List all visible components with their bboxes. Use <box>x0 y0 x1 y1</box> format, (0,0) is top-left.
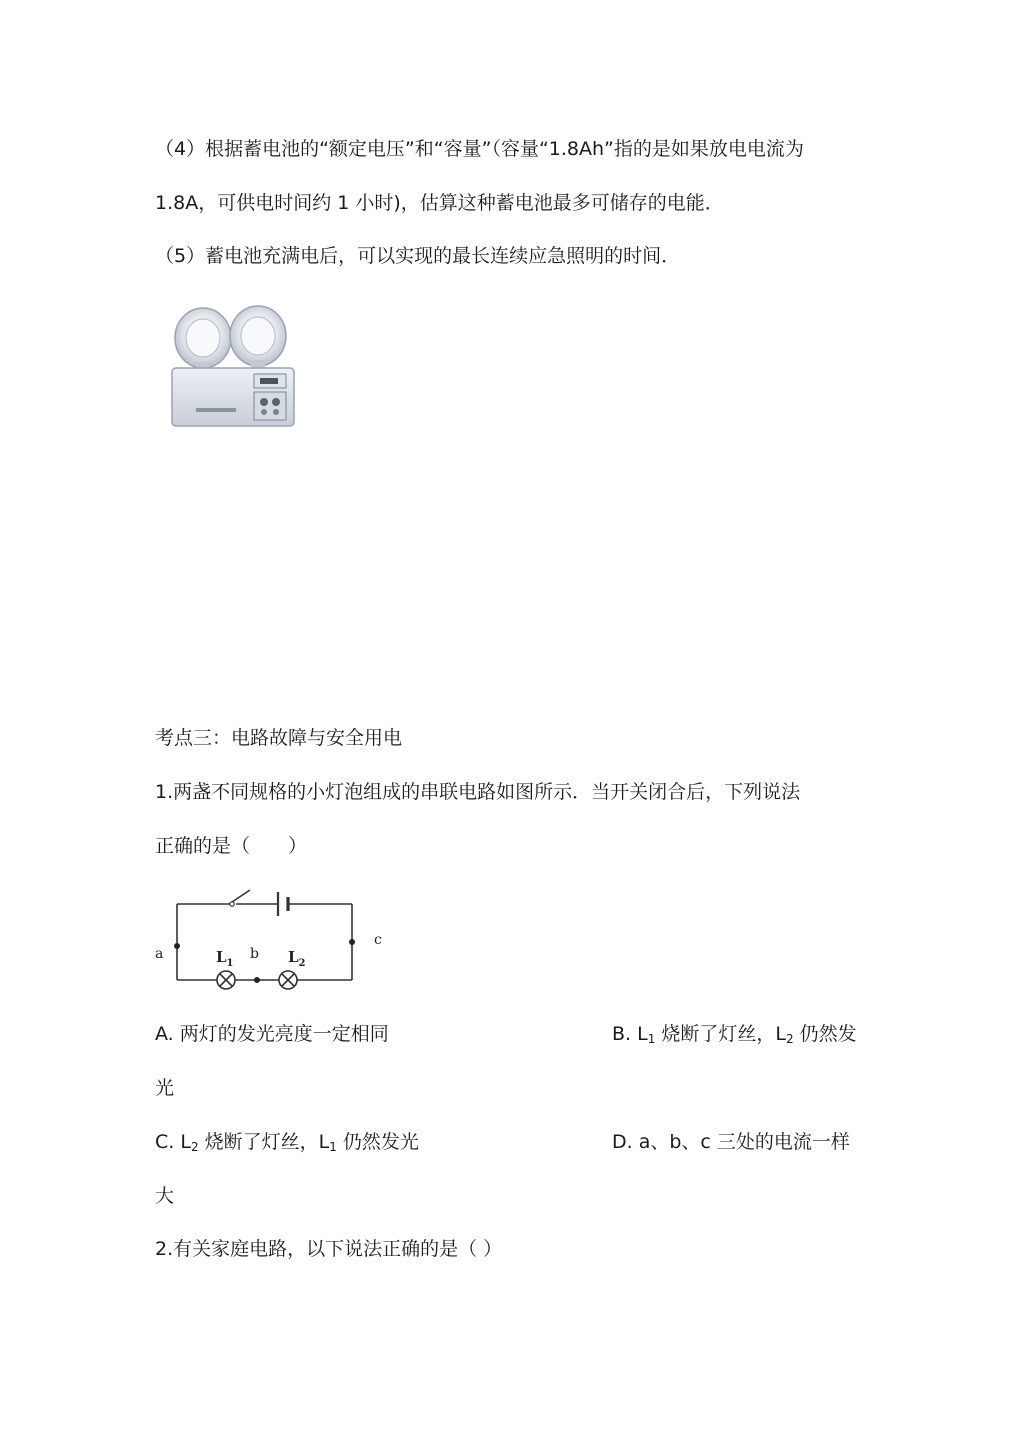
option-c-post: 仍然发光 <box>336 1131 419 1153</box>
option-b <box>612 1021 857 1052</box>
q1-text-line1: 1.两盏不同规格的小灯泡组成的串联电路如图所示．当开关闭合后，下列说法 <box>155 781 801 803</box>
q4-text-line1: （4）根据蓄电池的“额定电压”和“容量”（容量“1.8Ah”指的是如果放电电流为 <box>155 138 804 160</box>
option-b-sub1: 1 <box>647 1032 656 1046</box>
section-title: 考点三：电路故障与安全用电 <box>155 727 403 749</box>
q1-text-line2: 正确的是（ ） <box>155 835 308 857</box>
q4-text-line2: 1.8A，可供电时间约 1 小时)，估算这种蓄电池最多可储存的电能． <box>155 192 724 214</box>
lamp-l2-label: L <box>288 948 299 966</box>
svg-text:L2 <box>288 948 306 969</box>
label-b: b <box>250 946 259 962</box>
option-c-sub1: 2 <box>190 1140 199 1154</box>
option-d-wrap: 大 <box>155 1185 175 1207</box>
lamp-l1-label: L <box>216 948 227 966</box>
option-b-sub2: 2 <box>785 1032 794 1046</box>
q2-text: 2.有关家庭电路，以下说法正确的是（ ） <box>155 1238 503 1260</box>
label-a: a <box>155 946 164 962</box>
emergency-light-image <box>168 300 298 430</box>
option-d: D. a、b、c 三处的电流一样 <box>612 1131 850 1153</box>
option-c-sub2: 1 <box>329 1140 337 1154</box>
option-c-mid: 烧断了灯丝，L <box>198 1131 330 1153</box>
lamp-l2-subscript: 2 <box>298 958 306 969</box>
option-b-pre: B. L <box>612 1023 648 1045</box>
q5-text: （5）蓄电池充满电后，可以实现的最长连续应急照明的时间． <box>155 245 681 267</box>
lamp-l1-subscript: 1 <box>226 958 234 969</box>
option-a: A. 两灯的发光亮度一定相同 <box>155 1023 389 1045</box>
svg-text:L1 <box>216 948 234 969</box>
option-c <box>155 1129 419 1160</box>
option-c-pre: C. L <box>155 1131 191 1153</box>
label-c: c <box>374 932 382 948</box>
option-b-wrap: 光 <box>155 1077 175 1099</box>
series-circuit-diagram <box>150 884 400 999</box>
option-b-post: 仍然发 <box>793 1023 857 1045</box>
option-b-mid: 烧断了灯丝，L <box>655 1023 786 1045</box>
